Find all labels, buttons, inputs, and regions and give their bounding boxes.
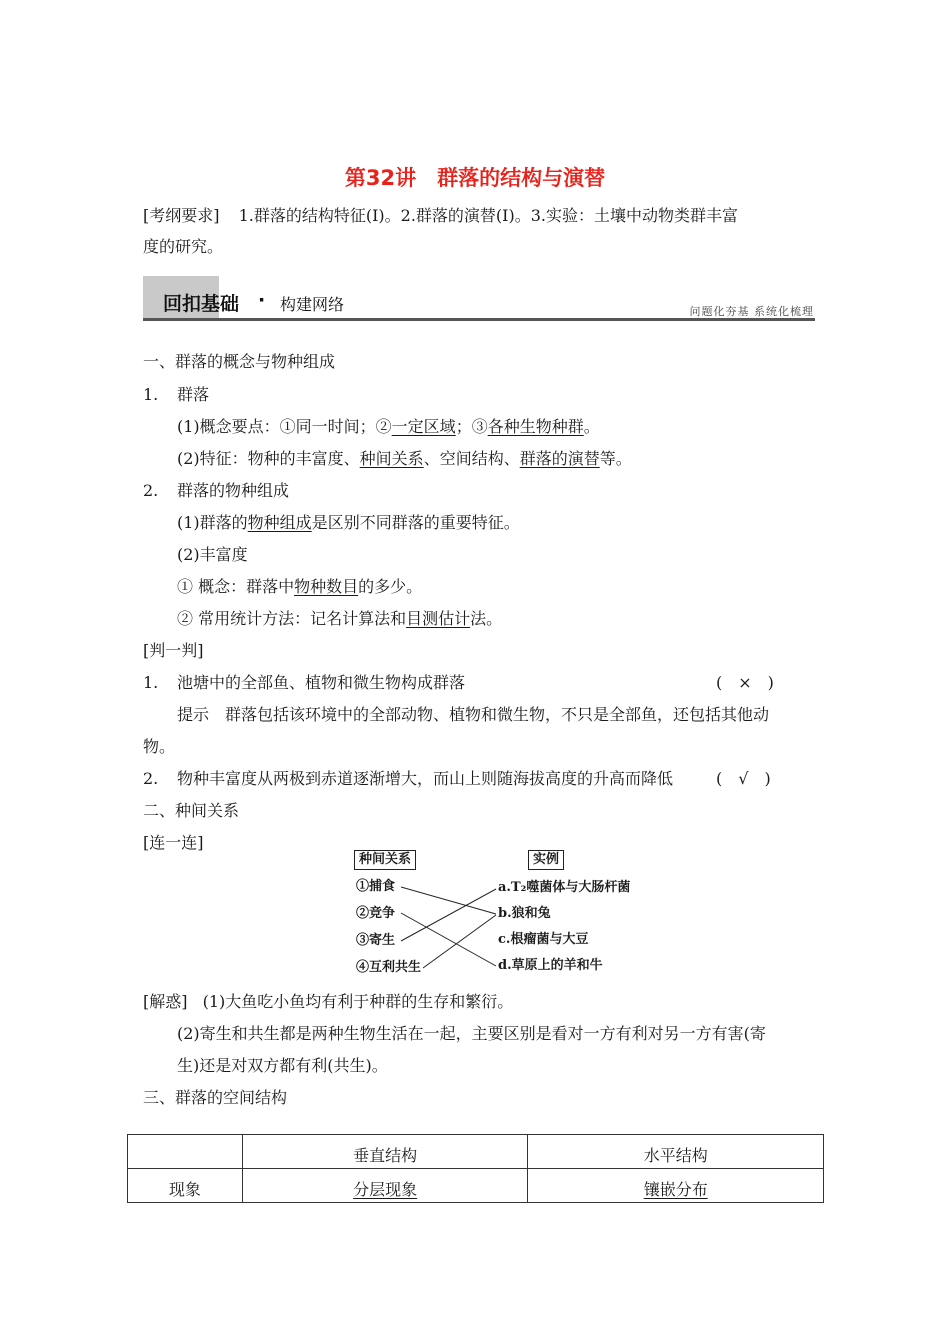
feature-post: 等。	[599, 449, 632, 468]
left-title-box: 种间关系	[354, 850, 416, 870]
relation-predation: ①捕食	[356, 879, 396, 894]
judge-q2-text: 物种丰富度从两极到赤道逐渐增大，而山上则随海拔高度的升高而降低	[177, 769, 674, 788]
connect-label: [连一连]	[143, 833, 204, 852]
composition-line	[177, 513, 520, 533]
section2-heading: 二、种间关系	[143, 801, 240, 820]
section3-heading: 三、群落的空间结构	[143, 1088, 288, 1107]
item1-num: 1.	[143, 385, 159, 404]
composition-pre: (1)群落的	[177, 513, 248, 532]
richness-method-pre: ② 常用统计方法：记名计算法和	[177, 609, 407, 628]
example-a: a.T₂噬菌体与大肠杆菌	[498, 880, 631, 895]
richness-heading: (2)丰富度	[177, 545, 248, 564]
relation-mutualism: ④互利共生	[356, 960, 422, 975]
judge-q1-num: 1.	[143, 673, 159, 692]
feature-mid: 、空间结构、	[423, 449, 520, 468]
richness-concept	[177, 577, 422, 597]
page-title: 第32讲 群落的结构与演替	[344, 166, 606, 190]
relation-competition: ②竞争	[356, 906, 396, 921]
feature-blank-2: 群落的演替	[519, 449, 600, 468]
spatial-structure-table	[127, 1134, 824, 1203]
table-cell-blank: 镶嵌分布	[643, 1180, 708, 1199]
table-cell-blank: 分层现象	[353, 1180, 418, 1199]
judge-q1-answer: ( × )	[716, 673, 774, 692]
explain-line1	[143, 992, 513, 1012]
judge-label: [判一判]	[143, 641, 204, 660]
concept-mid: ；③	[455, 417, 488, 436]
requirements-line1	[143, 206, 738, 226]
table-cell	[528, 1169, 824, 1203]
richness-concept-pre: ① 概念：群落中	[177, 577, 295, 596]
feature-blank-1: 种间关系	[359, 449, 424, 468]
item1-text: 群落	[177, 385, 210, 404]
relation-parasitism: ③寄生	[356, 933, 396, 948]
section1-heading: 一、群落的概念与物种组成	[143, 352, 336, 371]
table-header-cell: 水平结构	[528, 1135, 824, 1169]
richness-method	[177, 609, 502, 629]
item2-num: 2.	[143, 481, 159, 500]
richness-method-blank: 目测估计	[406, 609, 471, 628]
richness-method-post: 法。	[470, 609, 503, 628]
explain-2-line1: (2)寄生和共生都是两种生物生活在一起，主要区别是看对一方有利对另一方有害(寄	[177, 1024, 766, 1043]
feature-pre: (2)特征：物种的丰富度、	[177, 449, 360, 468]
richness-concept-blank: 物种数目	[294, 577, 359, 596]
table-header-row	[128, 1135, 824, 1169]
table-cell: 现象	[128, 1169, 243, 1203]
concept-blank-1: 一定区域	[391, 417, 456, 436]
requirements-line2: 度的研究。	[143, 237, 224, 256]
example-c: c.根瘤菌与大豆	[498, 932, 589, 947]
item2-text: 群落的物种组成	[177, 481, 290, 500]
example-d: d.草原上的羊和牛	[498, 958, 603, 973]
table-header-cell	[128, 1135, 243, 1169]
requirements-text: 1.群落的结构特征(Ⅰ)。2.群落的演替(Ⅰ)。3.实验：土壤中动物类群丰富	[238, 206, 739, 225]
concept-blank-2: 各种生物种群	[487, 417, 584, 436]
right-title-box: 实例	[528, 850, 564, 870]
composition-blank: 物种组成	[247, 513, 312, 532]
banner-title: 回扣基础	[163, 293, 240, 315]
hint-line2: 物。	[143, 737, 176, 756]
judge-q1-text: 池塘中的全部鱼、植物和微生物构成群落	[177, 673, 466, 692]
concept-line	[177, 417, 600, 437]
explain-2-line2: 生)还是对双方都有利(共生)。	[177, 1056, 388, 1075]
requirements-label: [考纲要求]	[143, 206, 220, 225]
concept-post: 。	[583, 417, 600, 436]
explain-label: [解惑]	[143, 992, 188, 1011]
example-b: b.狼和兔	[498, 906, 551, 921]
banner-subtitle: 构建网络	[280, 295, 345, 314]
judge-q2-answer: ( √ )	[716, 769, 771, 788]
table-row	[128, 1169, 824, 1203]
banner-dot: ·	[258, 289, 266, 311]
judge-q2-num: 2.	[143, 769, 159, 788]
concept-pre: (1)概念要点：①同一时间；②	[177, 417, 392, 436]
hint-line1: 提示 群落包括该环境中的全部动物、植物和微生物，不只是全部鱼，还包括其他动	[177, 705, 770, 724]
feature-line	[177, 449, 632, 469]
explain-1: (1)大鱼吃小鱼均有利于种群的生存和繁衍。	[202, 992, 514, 1011]
composition-post: 是区别不同群落的重要特征。	[311, 513, 520, 532]
richness-concept-post: 的多少。	[358, 577, 423, 596]
banner-tagline: 问题化夯基 系统化梳理	[689, 305, 814, 318]
table-header-cell: 垂直结构	[242, 1135, 528, 1169]
matching-diagram	[350, 846, 650, 986]
table-cell	[242, 1169, 528, 1203]
